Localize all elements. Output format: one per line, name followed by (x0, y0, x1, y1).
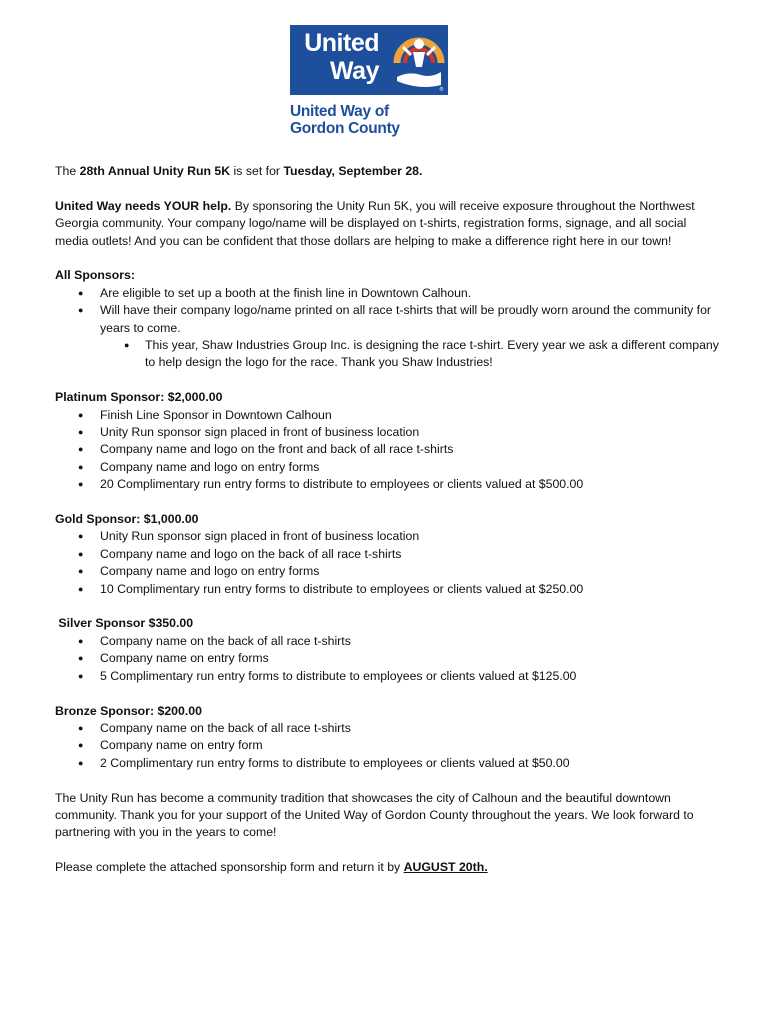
list-item: ● Company name and logo on the back of all race t-shirts (55, 546, 720, 563)
list-item: ● Unity Run sponsor sign placed in front of business location (55, 528, 720, 545)
list-item: ● Unity Run sponsor sign placed in front of business location (55, 424, 720, 441)
bronze-list (55, 720, 720, 772)
intro-paragraph (55, 163, 720, 180)
list-item: ● Company name on the back of all race t-shirts (55, 633, 720, 650)
list-item: ● Company name and logo on the front and back of all race t-shirts (55, 441, 720, 458)
list-item: ● Company name and logo on entry forms (55, 563, 720, 580)
org-name (290, 103, 450, 137)
silver-heading (55, 615, 720, 632)
help-text: By sponsoring the Unity Run 5K, you will receive exposure throughout the Northwest Georgia community. Your company logo/name will be displayed on t-shirts, registration forms, signage, and all social media outlets! And you can be confident that those dollars are helping to make a difference right here in our town! (55, 198, 695, 248)
list-item: ● Company name on entry forms (55, 650, 720, 667)
platinum-heading-text: Platinum Sponsor: $2,000.00 (55, 390, 223, 405)
hand-rainbow-icon (389, 25, 448, 95)
list-item: ● 5 Complimentary run entry forms to distribute to employees or clients valued at $125.00 (55, 668, 720, 685)
platinum-heading (55, 389, 720, 406)
silver-heading-text: Silver Sponsor $350.00 (55, 616, 194, 631)
event-date: Tuesday, September 28. (283, 164, 423, 178)
logo-box (290, 25, 448, 95)
logo-wordmark (290, 25, 389, 95)
list-item: ● 10 Complimentary run entry forms to distribute to employees or clients valued at $250.00 (55, 581, 720, 598)
list-item: ● Company name on the back of all race t-shirts (55, 720, 720, 737)
deadline: AUGUST 20th. (403, 860, 488, 875)
intro-mid: is set for (230, 164, 284, 178)
event-name: 28th Annual Unity Run 5K (79, 164, 231, 178)
help-paragraph (55, 198, 720, 250)
gold-list (55, 528, 720, 598)
logo-word-way: Way (330, 57, 379, 85)
logo-word-united: United (304, 29, 379, 57)
list-item: ● Finish Line Sponsor in Downtown Calhoun (55, 407, 720, 424)
list-item: ● Will have their company logo/name printed on all race t-shirts that will be proudly worn around the community for years to come. (55, 302, 720, 337)
list-item: ● 20 Complimentary run entry forms to distribute to employees or clients valued at $500.00 (55, 476, 720, 493)
all-sponsors-heading-text: All Sponsors: (55, 268, 135, 283)
list-item: ● Company name and logo on entry forms (55, 459, 720, 476)
all-sponsors-heading (55, 267, 720, 284)
final-text: Please complete the attached sponsorship form and return it by (55, 860, 404, 875)
united-way-logo (290, 25, 450, 137)
list-item: ● Company name on entry form (55, 737, 720, 754)
bronze-heading-text: Bronze Sponsor: $200.00 (55, 703, 202, 718)
list-item: ● 2 Complimentary run entry forms to distribute to employees or clients valued at $50.00 (55, 755, 720, 772)
svg-text:®: ® (439, 87, 444, 93)
closing-paragraph: The Unity Run has become a community tradition that showcases the city of Calhoun and the beautiful downtown community. Thank you for your support of the United Way of Gordon County throughout the years. We look forward to partnering with you in the years to come! (55, 790, 694, 840)
list-item: ● This year, Shaw Industries Group Inc. is designing the race t-shirt. Every year we ask a different company to help design the logo for the race. Thank you Shaw Industries! (55, 337, 720, 372)
bronze-heading (55, 703, 720, 720)
help-heading: United Way needs YOUR help. (55, 198, 232, 213)
gold-heading-text: Gold Sponsor: $1,000.00 (55, 512, 199, 527)
silver-list (55, 633, 720, 685)
letter-body (55, 163, 720, 877)
platinum-list (55, 407, 720, 494)
final-paragraph (55, 859, 720, 876)
intro-pre: The (55, 164, 80, 178)
org-name-line1: United Way of (290, 103, 389, 120)
org-name-line2: Gordon County (290, 120, 400, 137)
list-item: ● Are eligible to set up a booth at the finish line in Downtown Calhoun. (55, 285, 720, 302)
all-sponsors-list (55, 285, 720, 337)
all-sponsors-sublist (55, 337, 720, 372)
gold-heading (55, 511, 720, 528)
